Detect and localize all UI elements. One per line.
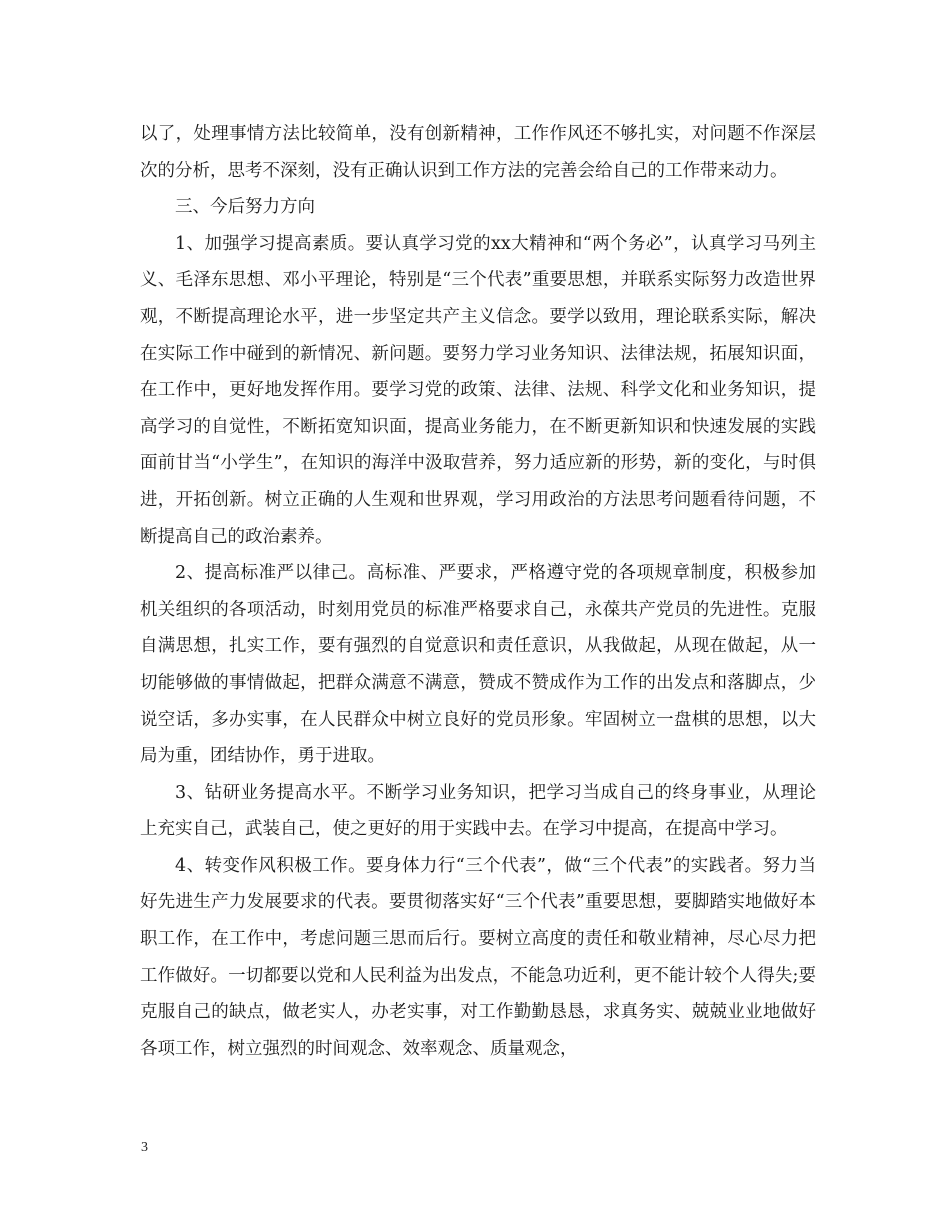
paragraph-standards: 2、提高标准严以律己。高标准、严要求，严格遵守党的各项规章制度，积极参加机关组织的各项活动，时刻用党员的标准严格要求自己，永葆共产党员的先进性。克服自满思想，扎实工作，要有强烈的自觉意识和责任意识，从我做起，从现在做起，从一切能够做的事情做起，把群众满意不满意，赞成不赞成作为工作的出发点和落脚点，少说空话，多办实事，在人民群众中树立良好的党员形象。牢固树立一盘棋的思想，以大局为重，团结协作，勇于进取。 xyxy=(140,563,816,767)
page-number: 3 xyxy=(141,1140,148,1155)
paragraph-work-style: 4、转变作风积极工作。要身体力行“三个代表”，做“三个代表”的实践者。努力当好先进生产力发展要求的代表。要贯彻落实好“三个代表”重要思想，要脚踏实地做好本职工作，在工作中，考虑问题三思而后行。要树立高度的责任和敬业精神，尽心尽力把工作做好。一切都要以党和人民利益为出发点，不能急功近利，更不能计较个人得失;要克服自己的缺点，做老实人，办老实事，对工作勤勤恳恳，求真务实、兢兢业业地做好各项工作，树立强烈的时间观念、效率观念、质量观念， xyxy=(140,855,816,1059)
paragraph-business: 3、钻研业务提高水平。不断学习业务知识，把学习当成自己的终身事业，从理论上充实自己，武装自己，使之更好的用于实践中去。在学习中提高，在提高中学习。 xyxy=(140,782,816,840)
section-heading: 三、今后努力方向 xyxy=(175,197,315,218)
paragraph-continuation: 以了，处理事情方法比较简单，没有创新精神，工作作风还不够扎实，对问题不作深层次的分析，思考不深刻，没有正确认识到工作方法的完善会给自己的工作带来动力。 xyxy=(140,124,816,181)
paragraph-study: 1、加强学习提高素质。要认真学习党的xx大精神和“两个务必”，认真学习马列主义、毛泽东思想、邓小平理论，特别是“三个代表”重要思想，并联系实际努力改造世界观，不断提高理论水平，进一步坚定共产主义信念。要学以致用，理论联系实际，解决在实际工作中碰到的新情况、新问题。要努力学习业务知识、法律法规，拓展知识面，在工作中，更好地发挥作用。要学习党的政策、法律、法规、科学文化和业务知识，提高学习的自觉性，不断拓宽知识面，提高业务能力，在不断更新知识和快速发展的实践面前甘当“小学生”，在知识的海洋中汲取营养，努力适应新的形势，新的变化，与时俱进，开拓创新。树立正确的人生观和世界观，学习用政治的方法思考问题看待问题，不断提高自己的政治素养。 xyxy=(140,233,816,547)
body-text xyxy=(140,116,816,1067)
